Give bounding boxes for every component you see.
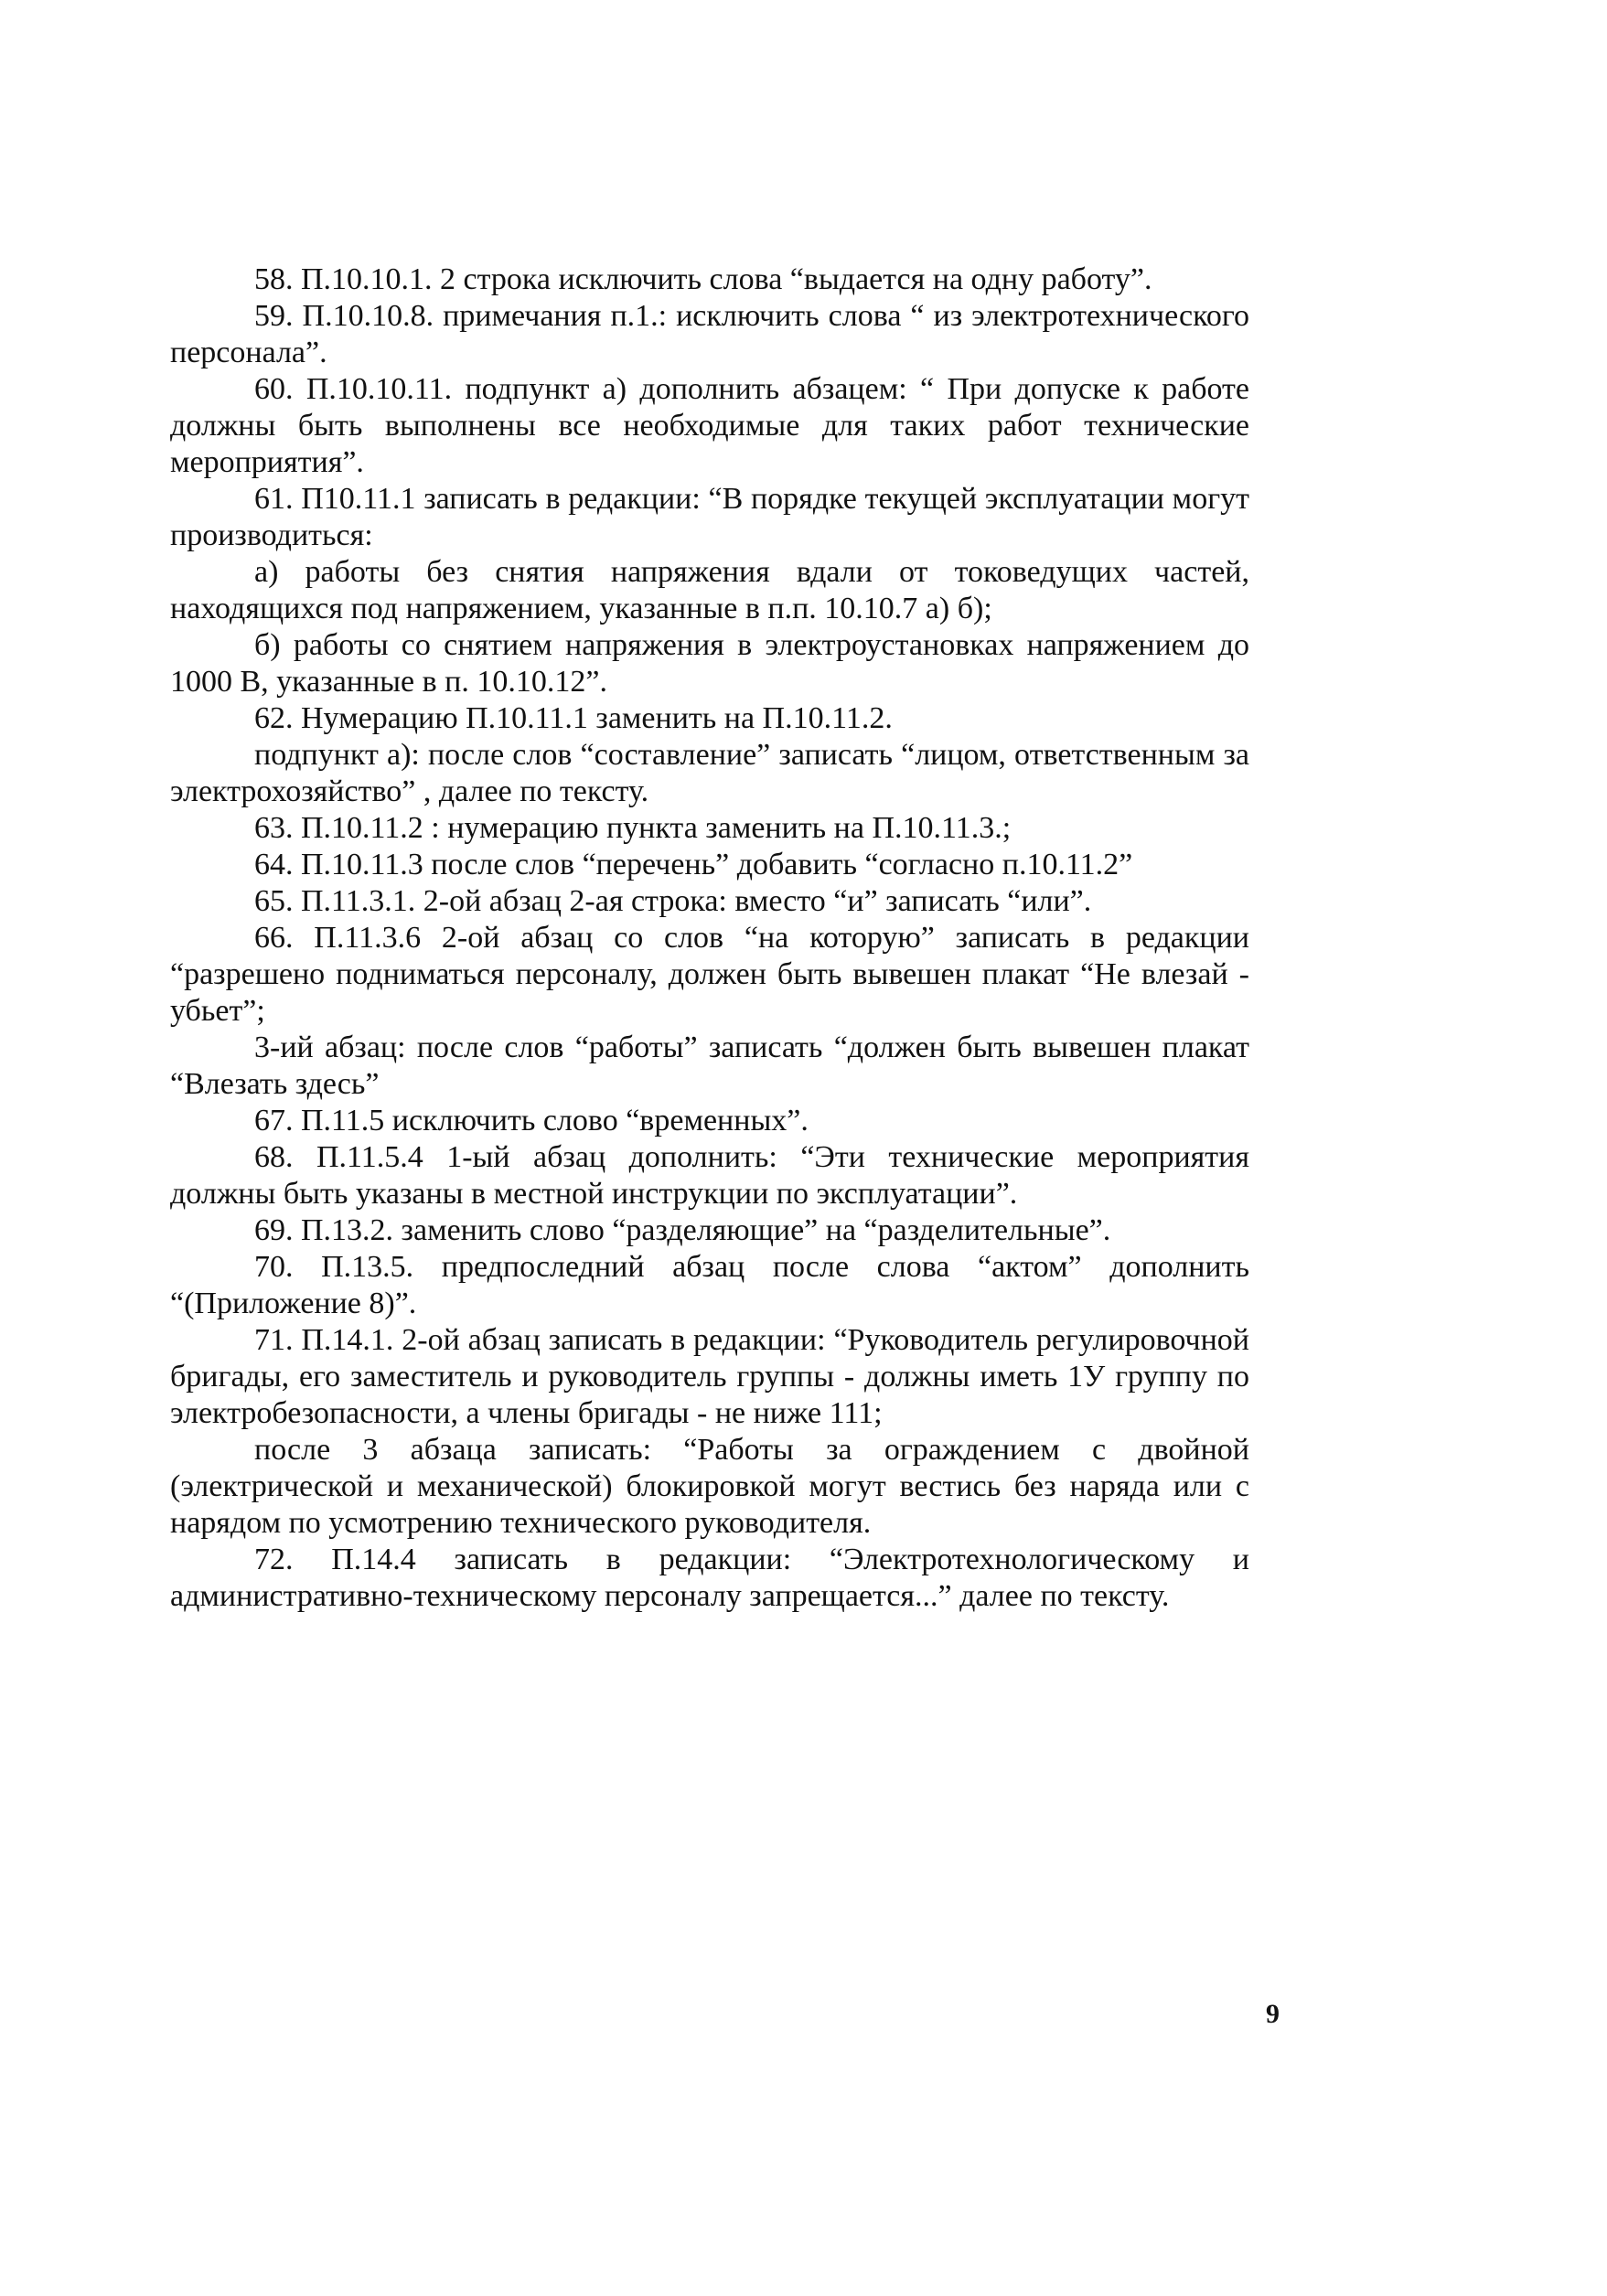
paragraph-70: 70. П.13.5. предпоследний абзац после слова “актом” дополнить “(Приложение 8)”. <box>170 1250 1249 1320</box>
paragraph-72: 72. П.14.4 записать в редакции: “Электротехнологическому и административно-техническому персоналу запрещается...” далее по тексту. <box>170 1543 1249 1613</box>
paragraph-67: 67. П.11.5 исключить слово “временных”. <box>254 1104 809 1137</box>
paragraph-68: 68. П.11.5.4 1-ый абзац дополнить: “Эти технические мероприятия должны быть указаны в местной инструкции по эксплуатации”. <box>170 1140 1249 1211</box>
paragraph-71-after-abzac-3: после 3 абзаца записать: “Работы за ограждением с двойной (электрической и механической) блокировкой могут вестись без наряда или с нарядом по усмотрению технического руководителя. <box>170 1433 1249 1540</box>
paragraph-61-item-a: а) работы без снятия напряжения вдали от токоведущих частей, находящихся под напряжением, указанные в п.п. 10.10.7 а) б); <box>170 555 1249 625</box>
paragraph-66-third-abzac: 3-ий абзац: после слов “работы” записать “должен быть вывешен плакат “Влезать здесь” <box>170 1031 1249 1101</box>
page-body <box>170 262 1249 1615</box>
paragraph-60: 60. П.10.10.11. подпункт а) дополнить абзацем: “ При допуске к работе должны быть выполнены все необходимые для таких работ технические мероприятия”. <box>170 372 1249 479</box>
paragraph-71: 71. П.14.1. 2-ой абзац записать в редакции: “Руководитель регулировочной бригады, его заместитель и руководитель группы - должны иметь 1У группу по электробезопасности, а члены бригады - не ниже 111; <box>170 1323 1249 1430</box>
paragraph-61: 61. П10.11.1 записать в редакции: “В порядке текущей эксплуатации могут производиться: <box>170 482 1249 552</box>
paragraph-62: 62. Нумерацию П.10.11.1 заменить на П.10.11.2. <box>254 701 893 735</box>
paragraph-58: 58. П.10.10.1. 2 строка исключить слова “выдается на одну работу”. <box>254 262 1152 296</box>
paragraph-61-item-b: б) работы со снятием напряжения в электроустановках напряжением до 1000 В, указанные в п. 10.10.12”. <box>170 628 1249 699</box>
paragraph-59: 59. П.10.10.8. примечания п.1.: исключить слова “ из электротехнического персонала”. <box>170 299 1249 369</box>
paragraph-66: 66. П.11.3.6 2-ой абзац со слов “на которую” записать в редакции “разрешено подниматься персоналу, должен быть вывешен плакат “Не влезай - убьет”; <box>170 921 1249 1028</box>
paragraph-64: 64. П.10.11.3 после слов “перечень” добавить “согласно п.10.11.2” <box>254 848 1133 881</box>
paragraph-65: 65. П.11.3.1. 2-ой абзац 2-ая строка: вместо “и” записать “или”. <box>254 884 1092 918</box>
paragraph-69: 69. П.13.2. заменить слово “разделяющие” на “разделительные”. <box>254 1213 1111 1247</box>
page-number: 9 <box>1266 1999 1280 2029</box>
paragraph-62-subitem: подпункт а): после слов “составление” записать “лицом, ответственным за электрохозяйство” , далее по тексту. <box>170 738 1249 808</box>
paragraph-63: 63. П.10.11.2 : нумерацию пункта заменить на П.10.11.3.; <box>254 811 1012 845</box>
